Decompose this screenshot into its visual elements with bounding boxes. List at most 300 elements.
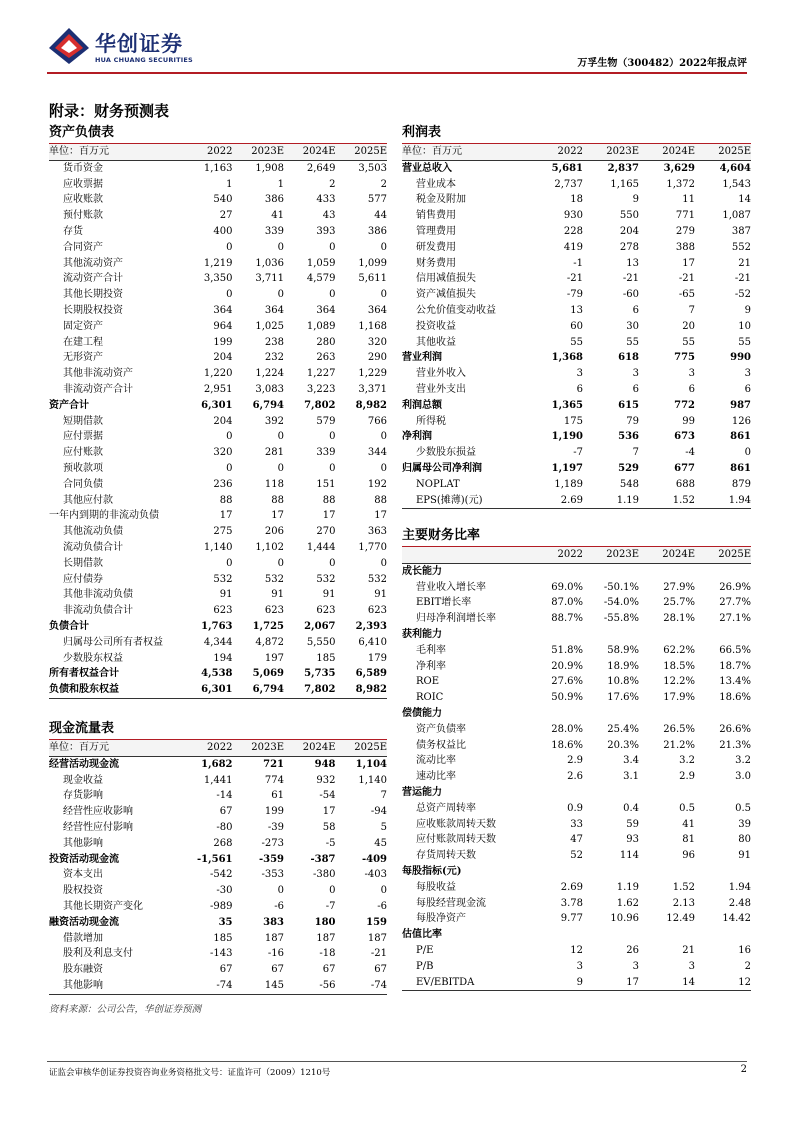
header-year: 2024E (639, 144, 695, 160)
row-value: -4 (685, 447, 695, 459)
row-value: 930 (563, 210, 583, 222)
row-value: 281 (264, 447, 284, 459)
row-value: 21 (738, 257, 751, 269)
income-statement-table (402, 144, 751, 509)
row-value: 175 (563, 415, 583, 427)
row-value: -21 (734, 273, 751, 285)
table-row (402, 959, 751, 975)
row-value: 1,104 (355, 758, 387, 770)
row-label: 财务费用 (416, 257, 456, 269)
row-value: 0 (380, 431, 387, 443)
row-value: 1,444 (306, 541, 336, 553)
table-row (402, 927, 751, 943)
row-value: 9 (744, 304, 751, 316)
row-label: 管理费用 (416, 225, 456, 237)
row-label: 偿债能力 (402, 707, 442, 719)
row-value: 278 (619, 241, 639, 253)
row-value: 1,770 (358, 541, 387, 553)
row-value: 774 (264, 774, 284, 786)
logo-english-name: HUA CHUANG SECURITIES (95, 56, 193, 64)
row-value: 5,069 (252, 668, 284, 680)
header-unit: 单位：百万元 (49, 144, 181, 160)
row-value: 7,802 (284, 682, 336, 698)
row-value: 21.2% (663, 739, 695, 751)
row-value (639, 706, 695, 722)
row-value: 673 (674, 431, 695, 443)
row-label: 经营性应付影响 (63, 821, 133, 833)
row-value: 3 (744, 368, 751, 380)
row-value: 4,344 (203, 636, 233, 648)
row-value: 194 (213, 652, 233, 664)
row-value: 27.9% (663, 581, 695, 593)
row-value (695, 864, 751, 880)
row-value: 1,102 (255, 541, 284, 553)
header-year: 2025E (695, 144, 751, 160)
row-label: 销售费用 (416, 210, 456, 222)
row-label: 归属母公司所有者权益 (63, 636, 163, 648)
row-value: 17 (322, 510, 336, 522)
row-value: -94 (370, 806, 387, 818)
row-value: 386 (367, 225, 387, 237)
row-value: 3.4 (623, 755, 639, 767)
table-row (49, 287, 387, 303)
table-row (402, 414, 751, 430)
row-value: 3 (688, 960, 695, 972)
row-label: 存货影响 (63, 790, 103, 802)
row-value: 5,550 (306, 636, 336, 648)
row-label: 长期借款 (63, 557, 103, 569)
row-value (583, 785, 639, 801)
table-row (402, 864, 751, 880)
row-value: 0 (277, 557, 284, 569)
financial-ratios-section (402, 526, 751, 991)
row-value: 0 (380, 241, 387, 253)
row-value: 3 (688, 368, 695, 380)
row-value: 39 (738, 818, 751, 830)
table-row (49, 445, 387, 461)
row-value: 0 (380, 289, 387, 301)
row-label: 短期借款 (63, 415, 103, 427)
row-value: 2.9 (567, 755, 583, 767)
row-label: 在建工程 (63, 336, 103, 348)
row-label: 营业外支出 (416, 383, 466, 395)
row-value: -30 (216, 885, 233, 897)
table-row (49, 883, 387, 899)
table-row (402, 769, 751, 785)
row-value: 33 (570, 818, 583, 830)
row-value: 17 (219, 510, 233, 522)
header-year: 2023E (583, 144, 639, 160)
row-label: 经营活动现金流 (49, 758, 119, 770)
row-value: 363 (367, 526, 387, 538)
row-value: 2,393 (355, 620, 387, 632)
logo-chinese-name: 华创证券 (95, 32, 183, 56)
row-value: 3 (632, 368, 639, 380)
row-value: -54 (319, 790, 336, 802)
row-value: -273 (261, 837, 284, 849)
row-value: 59 (626, 818, 639, 830)
row-value: 1,140 (358, 774, 387, 786)
table-row (49, 414, 387, 430)
row-value: -989 (210, 900, 233, 912)
row-value: 13.4% (719, 676, 751, 688)
row-value: 236 (213, 478, 233, 490)
row-value: 27.6% (551, 676, 583, 688)
row-value: 2,837 (607, 162, 639, 174)
row-label: 信用减值损失 (416, 273, 476, 285)
table-row (402, 722, 751, 738)
row-value: 67 (374, 964, 387, 976)
row-value: 383 (263, 916, 284, 928)
table-row (49, 619, 387, 635)
row-value: 1.94 (728, 881, 751, 893)
row-value: 1 (277, 178, 284, 190)
row-value: 232 (264, 352, 284, 364)
row-value: 91 (738, 850, 751, 862)
table-row (49, 303, 387, 319)
table-row (402, 303, 751, 319)
row-value: 1,025 (255, 320, 284, 332)
row-label: 获利能力 (402, 628, 442, 640)
row-value: 0 (277, 289, 284, 301)
table-row (49, 804, 387, 820)
row-value: 1,682 (201, 758, 233, 770)
table-row (402, 350, 751, 366)
table-row (49, 461, 387, 477)
row-value (527, 706, 583, 722)
row-value: 3,711 (255, 273, 284, 285)
row-value: 62.2% (663, 644, 695, 656)
row-label: 研发费用 (416, 241, 456, 253)
row-value: 5,735 (304, 668, 336, 680)
row-value: -6 (377, 900, 387, 912)
row-value: 80 (738, 834, 751, 846)
row-value (527, 627, 583, 643)
row-label: 每股经营现金流 (416, 897, 486, 909)
table-row (402, 753, 751, 769)
row-label: EV/EBITDA (402, 975, 527, 991)
row-value: 88 (271, 494, 284, 506)
row-label: 负债和股东权益 (49, 682, 181, 698)
row-value: -56 (284, 978, 336, 994)
row-value: 1,763 (201, 620, 233, 632)
row-label: 所有者权益合计 (49, 668, 119, 680)
table-row (402, 192, 751, 208)
row-value: 30 (626, 320, 639, 332)
row-value: 180 (314, 916, 336, 928)
row-value: 1.62 (616, 897, 639, 909)
row-label: 营运能力 (402, 786, 442, 798)
header-year: 2024E (284, 144, 336, 160)
row-value: 320 (367, 336, 387, 348)
row-value: -1,561 (197, 853, 233, 865)
table-row (49, 177, 387, 193)
row-value: 3.2 (679, 755, 695, 767)
row-value: 55 (682, 336, 695, 348)
row-value (527, 785, 583, 801)
balance-sheet-table (49, 144, 387, 699)
row-label: 净利率 (416, 660, 446, 672)
row-value: 532 (213, 573, 233, 585)
row-value: -39 (267, 821, 284, 833)
row-label: 应付票据 (63, 431, 103, 443)
table-row (402, 706, 751, 722)
row-value: 775 (674, 352, 695, 364)
table-header-row (402, 547, 751, 563)
row-value (695, 706, 751, 722)
row-value (639, 563, 695, 579)
table-row (49, 335, 387, 351)
header-year: 2025E (336, 144, 388, 160)
row-value: 81 (682, 834, 695, 846)
table-row (49, 899, 387, 915)
table-row (49, 508, 387, 524)
row-value: 1,189 (554, 478, 583, 490)
row-value: 861 (730, 431, 751, 443)
row-value: 532 (316, 573, 336, 585)
table-row (49, 603, 387, 619)
row-value: 1,163 (203, 162, 233, 174)
row-value: -7 (325, 900, 336, 912)
row-value: 206 (264, 526, 284, 538)
table-row (49, 651, 387, 667)
row-label: 长期股权投资 (63, 304, 123, 316)
header-year: 2022 (181, 740, 233, 756)
table-row (49, 635, 387, 651)
row-label: 所得税 (416, 415, 446, 427)
table-row (49, 556, 387, 572)
table-row (49, 836, 387, 852)
table-row (49, 946, 387, 962)
row-label: 每股净资产 (416, 913, 466, 925)
row-label: 其他影响 (63, 837, 103, 849)
row-value: 88 (322, 494, 336, 506)
row-label: 营业利润 (402, 352, 442, 364)
row-value: 4,579 (306, 273, 336, 285)
row-value: 0 (329, 885, 336, 897)
row-value: 5,681 (551, 162, 583, 174)
row-value: 0.4 (623, 802, 639, 814)
row-value: 7 (632, 447, 639, 459)
row-value: 387 (731, 225, 751, 237)
row-label: 少数股东损益 (416, 447, 476, 459)
row-value: -21 (678, 273, 695, 285)
table-row (49, 820, 387, 836)
row-value (583, 706, 639, 722)
row-value: 3.0 (735, 771, 751, 783)
table-row (49, 160, 387, 176)
row-label: 借款增加 (63, 932, 103, 944)
row-value: -52 (734, 289, 751, 301)
table-row (402, 832, 751, 848)
row-value: 7,802 (304, 399, 336, 411)
row-value: 6 (632, 383, 639, 395)
row-value: 623 (367, 605, 387, 617)
row-label: 估值比率 (402, 929, 442, 941)
row-value: 3.1 (623, 771, 639, 783)
row-value: 0.5 (735, 802, 751, 814)
row-value: 67 (271, 964, 284, 976)
row-value: 3 (632, 960, 639, 972)
row-value: 623 (264, 605, 284, 617)
row-label: 预收款项 (63, 462, 103, 474)
row-label: 其他应付款 (63, 494, 113, 506)
row-value: 17 (271, 510, 284, 522)
row-value: 118 (264, 478, 284, 490)
row-value: 93 (626, 834, 639, 846)
row-label: 营业总收入 (402, 162, 452, 174)
row-value: 579 (316, 415, 336, 427)
row-value: -21 (566, 273, 583, 285)
row-value: 766 (367, 415, 387, 427)
row-value: -79 (566, 289, 583, 301)
header-year: 2024E (639, 547, 695, 563)
row-label: 营业收入增长率 (416, 581, 486, 593)
row-label: 资产减值损失 (416, 289, 476, 301)
row-value: 204 (619, 225, 639, 237)
row-value: 1.19 (583, 493, 639, 509)
row-value: 88 (374, 494, 387, 506)
row-value: 1,224 (255, 368, 284, 380)
row-value: 151 (316, 478, 336, 490)
row-value: 126 (731, 415, 751, 427)
row-value: 1,219 (203, 257, 233, 269)
row-value: -542 (210, 869, 233, 881)
row-value: 159 (366, 916, 387, 928)
row-value: -403 (364, 869, 387, 881)
table-row (402, 643, 751, 659)
row-value (695, 785, 751, 801)
row-value: 12.49 (666, 913, 695, 925)
row-value: 577 (367, 194, 387, 206)
row-label: EBIT增长率 (416, 597, 472, 609)
row-value: -50.1% (603, 581, 639, 593)
row-value: 0.9 (567, 802, 583, 814)
row-value: 204 (213, 352, 233, 364)
row-value: 6,301 (181, 682, 233, 698)
row-value: 688 (675, 478, 695, 490)
cashflow-table (49, 740, 387, 995)
row-value: 6,794 (252, 399, 284, 411)
row-label: 融资活动现金流 (49, 916, 119, 928)
row-value: 3.2 (735, 755, 751, 767)
row-label: 合同负债 (63, 478, 103, 490)
row-value: 45 (374, 837, 387, 849)
row-value: 18 (570, 194, 583, 206)
row-value: 61 (271, 790, 284, 802)
row-label: 应收账款 (63, 194, 103, 206)
row-value: 393 (316, 225, 336, 237)
row-value: -21 (370, 948, 387, 960)
row-label: 其他非流动负债 (63, 589, 133, 601)
row-value: 67 (219, 964, 233, 976)
table-row (49, 224, 387, 240)
appendix-title: 附录：财务预测表 (49, 102, 170, 120)
row-value: 6,589 (355, 668, 387, 680)
table-row (49, 429, 387, 445)
table-row (402, 801, 751, 817)
row-value: 433 (316, 194, 336, 206)
row-value: 0.5 (679, 802, 695, 814)
row-value: 12 (570, 944, 583, 956)
row-value: 9 (527, 975, 583, 991)
row-value: 2.69 (560, 881, 583, 893)
row-label: 非流动负债合计 (63, 605, 133, 617)
row-value: 1,087 (722, 210, 751, 222)
row-value: -16 (267, 948, 284, 960)
row-value: 948 (314, 758, 336, 770)
row-label: 固定资产 (63, 320, 103, 332)
row-label: P/E (416, 944, 434, 956)
table-row (402, 690, 751, 706)
row-value: 1,372 (666, 178, 695, 190)
row-value: 67 (322, 964, 336, 976)
row-value: 1,168 (358, 320, 387, 332)
row-value: 987 (730, 399, 751, 411)
row-value: 290 (367, 352, 387, 364)
row-value: 26.5% (663, 723, 695, 735)
row-value: 50.9% (551, 692, 583, 704)
row-label: 投资活动现金流 (49, 853, 119, 865)
header-year: 2024E (284, 740, 336, 756)
row-value: 67 (219, 806, 233, 818)
table-row (402, 580, 751, 596)
row-value: -14 (216, 790, 233, 802)
row-label: 利润总额 (402, 399, 442, 411)
row-value: 10 (738, 320, 751, 332)
row-value: 2.48 (728, 897, 751, 909)
income-statement-section (402, 123, 751, 509)
row-value: -74 (181, 978, 233, 994)
row-label: 流动比率 (416, 755, 456, 767)
header-year: 2025E (695, 547, 751, 563)
row-value: 0 (329, 462, 336, 474)
row-value: 1.52 (672, 881, 695, 893)
row-value: 10.8% (607, 676, 639, 688)
row-value: 392 (264, 415, 284, 427)
row-value: -359 (258, 853, 284, 865)
row-value: 18.6% (551, 739, 583, 751)
row-label: 资产合计 (49, 399, 89, 411)
table-row (49, 756, 387, 772)
header-year: 2025E (336, 740, 388, 756)
footer-divider (47, 1061, 747, 1062)
row-value: 88.7% (551, 613, 583, 625)
row-value: 6 (632, 304, 639, 316)
row-label: 债务权益比 (416, 739, 466, 751)
table-row (49, 208, 387, 224)
row-value: 339 (316, 447, 336, 459)
row-value: 17 (322, 806, 336, 818)
table-row (402, 287, 751, 303)
row-value: 400 (213, 225, 233, 237)
row-value: 677 (674, 462, 695, 474)
row-label: 应收票据 (63, 178, 103, 190)
row-value: -353 (261, 869, 284, 881)
row-value (639, 927, 695, 943)
row-value: 26.6% (719, 723, 751, 735)
row-label: 存货 (63, 225, 83, 237)
cashflow-section (49, 719, 387, 995)
row-value: 364 (264, 304, 284, 316)
row-label: 股东融资 (63, 964, 103, 976)
row-value: -21 (622, 273, 639, 285)
row-value: 35 (218, 916, 233, 928)
row-label: 归母净利润增长率 (416, 613, 496, 625)
row-value: 6,794 (233, 682, 285, 698)
row-label: ROIC (416, 692, 444, 704)
row-label: 应付债券 (63, 573, 103, 585)
